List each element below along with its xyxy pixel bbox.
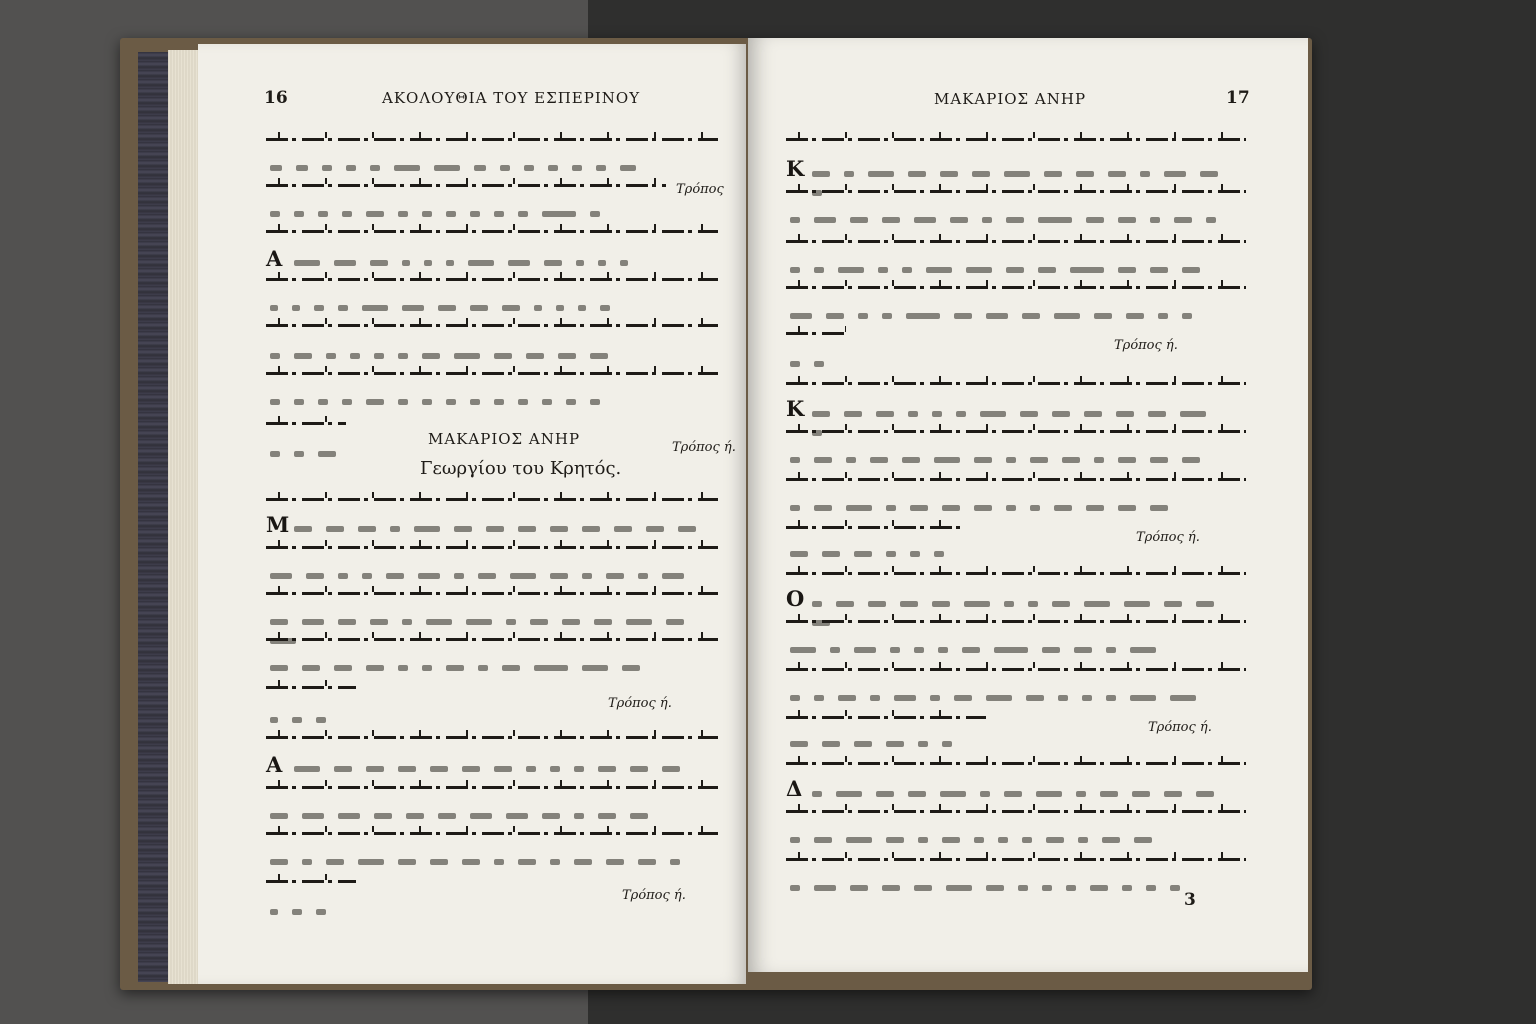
left-page-number: 16 xyxy=(264,88,288,108)
lyric-row xyxy=(790,542,1010,556)
neume-row xyxy=(266,316,718,338)
mode-marker: Τρόπος ή. xyxy=(1148,720,1212,735)
lyric-row xyxy=(790,352,860,366)
lyric-row xyxy=(270,564,710,578)
left-running-head: ΑΚΟΛΟΥΘΙΑ ΤΟΥ ΕΣΠΕΡΙΝΟΥ xyxy=(382,89,641,107)
right-running-head: ΜΑΚΑΡΙΟΣ ΑΝΗΡ xyxy=(934,90,1087,108)
lyric-row xyxy=(270,804,710,818)
lyric-row xyxy=(812,782,1242,796)
drop-initial: Δ xyxy=(786,776,803,801)
lyric-row xyxy=(790,208,1240,222)
neume-row xyxy=(786,754,1246,776)
neume-row xyxy=(786,182,1246,204)
left-page xyxy=(198,44,746,984)
lyric-row xyxy=(270,296,710,310)
neume-row xyxy=(266,414,346,436)
lyric-row xyxy=(270,442,350,456)
lyric-row xyxy=(270,202,710,216)
lyric-row xyxy=(270,656,710,670)
marbled-spine xyxy=(138,52,170,982)
neume-row xyxy=(266,364,718,386)
lyric-row xyxy=(790,876,1240,890)
lyric-row xyxy=(812,592,1242,606)
neume-row xyxy=(786,802,1246,824)
neume-row xyxy=(786,374,1246,396)
lyric-row xyxy=(790,304,1240,318)
neume-row xyxy=(786,232,1246,254)
drop-initial: Μ xyxy=(266,512,290,537)
lyric-row xyxy=(790,732,1010,746)
neume-row xyxy=(786,324,846,346)
neume-row xyxy=(786,278,1246,300)
drop-initial: Κ xyxy=(786,396,805,421)
right-page-number: 17 xyxy=(1226,88,1250,108)
lyric-row xyxy=(790,448,1240,462)
neume-row xyxy=(266,584,718,606)
neume-row xyxy=(786,518,966,540)
neume-row xyxy=(266,130,718,152)
neume-row xyxy=(786,470,1246,492)
page-edges xyxy=(168,50,202,984)
lyric-row xyxy=(294,757,714,771)
neume-row xyxy=(266,538,718,560)
neume-row xyxy=(266,270,718,292)
neume-row xyxy=(786,850,1246,872)
mode-marker: Τρόπος ή. xyxy=(672,440,736,455)
neume-row xyxy=(266,778,718,800)
neume-row xyxy=(786,660,1246,682)
drop-initial: Α xyxy=(266,246,283,271)
drop-initial: Κ xyxy=(786,156,805,181)
neume-row xyxy=(266,176,666,198)
mode-marker: Τρόπος ή. xyxy=(608,696,672,711)
lyric-row xyxy=(270,390,710,404)
neume-row xyxy=(786,422,1246,444)
lyric-row xyxy=(270,344,710,358)
neume-row xyxy=(266,630,718,652)
lyric-row xyxy=(790,496,1240,510)
neume-row xyxy=(266,728,718,750)
section-subtitle: Γεωργίου του Κρητός. xyxy=(420,458,622,479)
lyric-row xyxy=(294,517,714,531)
lyric-row xyxy=(270,156,722,170)
section-title: ΜΑΚΑΡΙΟΣ ΑΝΗΡ xyxy=(428,430,581,448)
neume-row xyxy=(266,824,718,846)
drop-initial: Ο xyxy=(786,586,805,611)
neume-row xyxy=(786,130,1246,152)
neume-row xyxy=(266,222,718,244)
lyric-row xyxy=(270,850,710,864)
lyric-row xyxy=(270,708,370,722)
mode-marker: Τρόπος ή. xyxy=(622,888,686,903)
lyric-row xyxy=(294,251,714,265)
neume-row xyxy=(266,490,718,512)
lyric-row xyxy=(790,686,1240,700)
lyric-row xyxy=(790,638,1240,652)
signature-mark: 3 xyxy=(1184,890,1196,910)
lyric-row xyxy=(270,610,710,624)
mode-marker: Τρόπος xyxy=(676,182,724,197)
lyric-row xyxy=(790,828,1240,842)
right-page xyxy=(748,38,1308,972)
neume-row xyxy=(786,612,1246,634)
lyric-row xyxy=(790,258,1240,272)
neume-row xyxy=(266,872,356,894)
lyric-row xyxy=(270,900,370,914)
lyric-row xyxy=(812,402,1242,416)
neume-row xyxy=(786,708,986,730)
neume-row xyxy=(786,564,1246,586)
neume-row xyxy=(266,678,356,700)
mode-marker: Τρόπος ή. xyxy=(1114,338,1178,353)
lyric-row xyxy=(812,162,1242,176)
mode-marker: Τρόπος ή. xyxy=(1136,530,1200,545)
drop-initial: Α xyxy=(266,752,283,777)
